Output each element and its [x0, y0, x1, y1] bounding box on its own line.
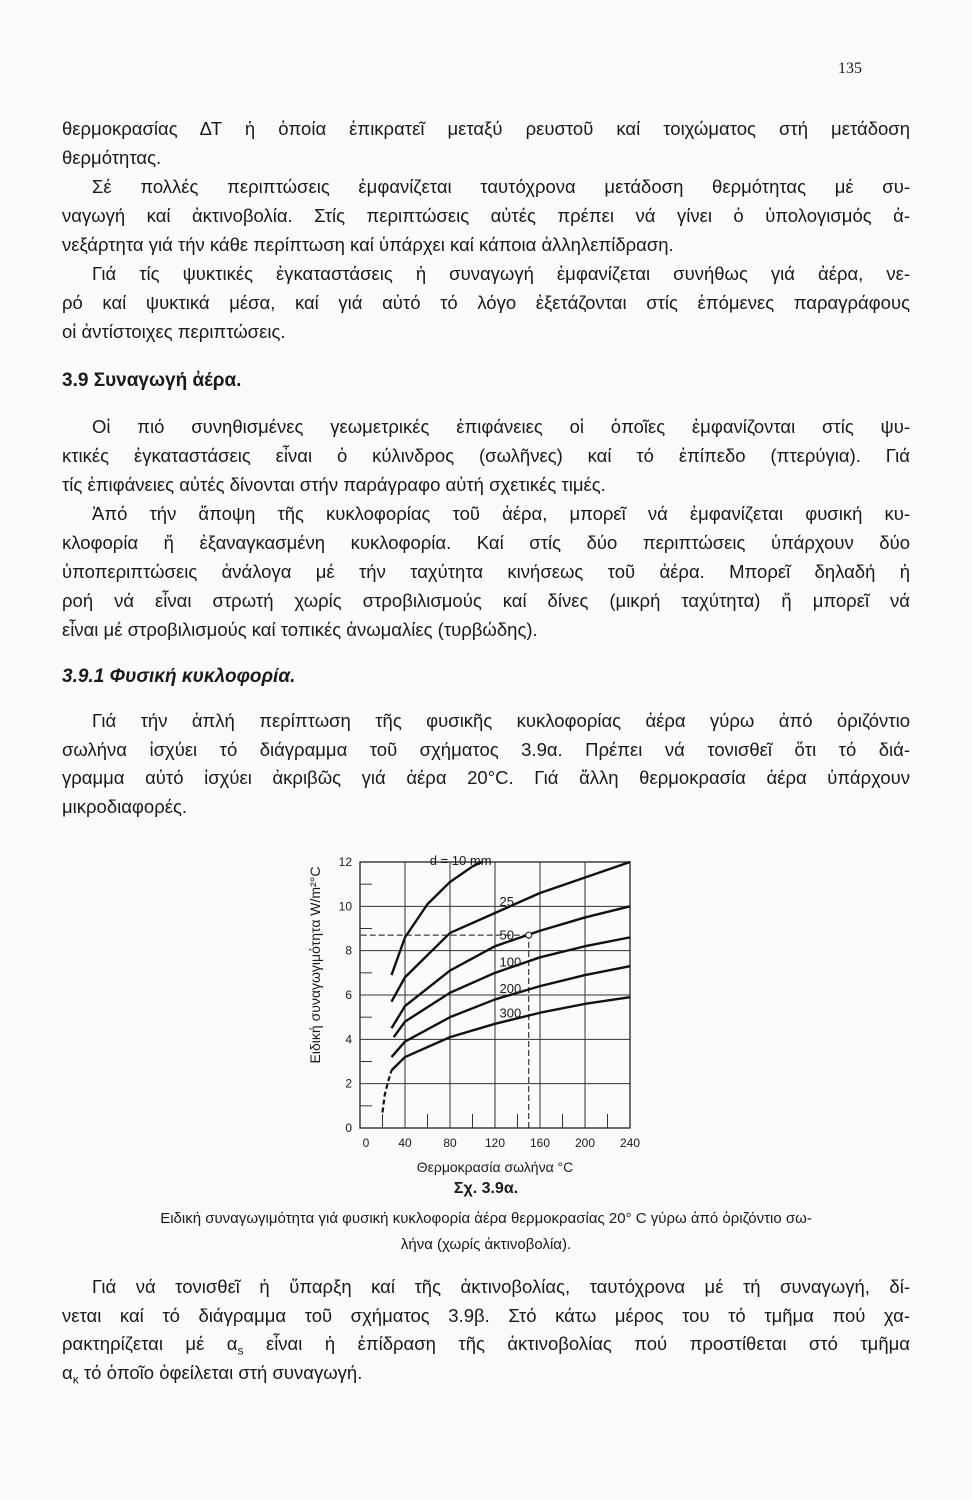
y-tick-label: 0	[345, 1121, 352, 1135]
y-tick-label: 2	[345, 1076, 352, 1091]
x-tick-label: 80	[443, 1136, 457, 1150]
dashed-extension	[383, 1070, 392, 1112]
text-line: θερμοκρασίας ΔΤ ἡ ὁποία ἐπικρατεῖ μεταξύ ρευστοῦ καί τοιχώματος στή μετάδοση	[62, 118, 910, 139]
text-line: νεται καί τό διάγραμμα τοῦ σχήματος 3.9β. Στό κάτω μέρος του τό τμῆμα πού χα-	[62, 1304, 910, 1326]
x-tick-label: 200	[574, 1136, 596, 1150]
y-tick-label: 6	[345, 988, 352, 1002]
x-tick-label: 240	[619, 1136, 641, 1150]
figure-caption: Ειδική συναγωγιμότητα γιά φυσική κυκλοφορία ἀέρα θερμοκρασίας 20° C γύρω ἀπό ὁριζόντιο σω-	[160, 1210, 812, 1227]
x-tick-label: 160	[529, 1136, 551, 1150]
series-label: 25	[499, 893, 514, 909]
page-number: 135	[838, 60, 862, 77]
example-point	[526, 932, 532, 938]
text-line: γραμμα αὐτό ἰσχύει ἀκριβῶς γιά ἀέρα 20°C. Γιά ἄλλη θερμοκρασία ἀέρα ὑπάρχουν	[62, 767, 910, 788]
x-axis-label: Θερμοκρασία σωλήνα °C	[416, 1159, 574, 1175]
y-tick-label: 4	[345, 1032, 352, 1047]
text-line: $\alpha_\kappa$ τό ὁποῖο ὀφείλεται στή συναγωγή.	[62, 1361, 363, 1387]
text-line: ναγωγή καί ἀκτινοβολία. Στίς περιπτώσεις αὐτές πρέπει νά γίνει ὁ ὑπολογισμός ἀ-	[62, 205, 910, 226]
text-line: σωλήνα ἰσχύει τό διάγραμμα τοῦ σχήματος 3.9α. Πρέπει νά τονισθεῖ ὅτι τό διά-	[62, 738, 910, 760]
text-line: οἱ ἀντίστοιχες περιπτώσεις.	[62, 321, 286, 342]
text-line: νεξάρτητα γιά τήν κάθε περίπτωση καί ὑπάρχει καί κάποια ἀλληλεπίδραση.	[62, 234, 674, 255]
series-label: 300	[499, 1005, 522, 1021]
y-tick-label: 12	[338, 855, 352, 869]
y-tick-label: 8	[345, 943, 352, 958]
text-line: κλοφορία ἤ ἐξαναγκασμένη κυκλοφορία. Καί στίς δύο περιπτώσεις ὑπάρχουν δύο	[62, 532, 910, 553]
text-line: εἶναι μέ στροβιλισμούς καί τοπικές ἀνωμαλίες (τυρβώδης).	[62, 619, 538, 640]
text-line: ρό καί ψυκτικά μέσα, καί γιά αὐτό τό λόγο ἐξετάζονται στίς ἑπόμενες παραγράφους	[62, 292, 910, 313]
x-tick-label: 120	[484, 1136, 506, 1150]
x-tick-label: 0	[362, 1136, 370, 1150]
y-tick-label: 10	[338, 899, 352, 914]
text-line: ὑποπεριπτώσεις ἀνάλογα μέ τήν ταχύτητα κινήσεως τοῦ ἀέρα. Μπορεῖ δηλαδή ἡ	[62, 561, 910, 582]
series-label: 50	[499, 927, 514, 943]
text-line: Γιά νά τονισθεῖ ἡ ὕπαρξη καί τῆς ἀκτινοβολίας, ταυτόχρονα μέ τή συναγωγή, δί-	[92, 1276, 910, 1297]
series-label: d = 10 mm	[429, 852, 492, 868]
section-heading-3-9: 3.9 Συναγωγή ἀέρα.	[62, 370, 242, 391]
section-heading-3-9-1: 3.9.1 Φυσική κυκλοφορία.	[62, 666, 296, 687]
text-line: ρακτηρίζεται μέ $\alpha_s$ εἶναι ἡ ἐπίδραση τῆς ἀκτινοβολίας πού προστίθεται στό τμῆμα	[62, 1333, 910, 1358]
text-line: κτικές ἐγκαταστάσεις εἶναι ὁ κύλινδρος (σωλῆνες) καί τό ἐπίπεδο (πτερύγια). Γιά	[62, 445, 910, 466]
figure-3-9a-chart	[300, 810, 660, 1180]
series-label: 200	[499, 981, 522, 997]
text-line: Γιά τίς ψυκτικές ἐγκαταστάσεις ἡ συναγωγή ἐμφανίζεται συνήθως γιά ἀέρα, νε-	[92, 263, 910, 284]
text-line: Σέ πολλές περιπτώσεις ἐμφανίζεται ταυτόχρονα μετάδοση θερμότητας μέ συ-	[92, 176, 910, 197]
text-line: Οἱ πιό συνηθισμένες γεωμετρικές ἐπιφάνειες οἱ ὁποῖες ἐμφανίζονται στίς ψυ-	[92, 416, 910, 437]
text-line: τίς ἐπιφάνειες αὐτές δίνονται στήν παράγραφο αὐτή σχετικές τιμές.	[62, 474, 606, 495]
text-line: θερμότητας.	[62, 147, 162, 168]
text-line: μικροδιαφορές.	[62, 795, 188, 817]
text-line: Γιά τήν ἁπλή περίπτωση τῆς φυσικῆς κυκλοφορίας ἀέρα γύρω ἀπό ὁριζόντιο	[92, 710, 910, 731]
series-label: 100	[499, 954, 522, 970]
figure-caption-cont: λήνα (χωρίς ἀκτινοβολία).	[400, 1236, 572, 1253]
figure-label: Σχ. 3.9α.	[453, 1180, 519, 1197]
text-line: Ἀπό τήν ἄποψη τῆς κυκλοφορίας τοῦ ἀέρα, μπορεῖ νά ἐμφανίζεται φυσική κυ-	[92, 503, 910, 524]
y-axis-label: Ειδική συναγωγιμότητα W/m²°C	[307, 866, 323, 1064]
text-line: ροή νά εἶναι στρωτή χωρίς στροβιλισμούς καί δίνες (μικρή ταχύτητα) ἤ μπορεῖ νά	[62, 590, 910, 611]
x-tick-label: 40	[398, 1136, 412, 1150]
